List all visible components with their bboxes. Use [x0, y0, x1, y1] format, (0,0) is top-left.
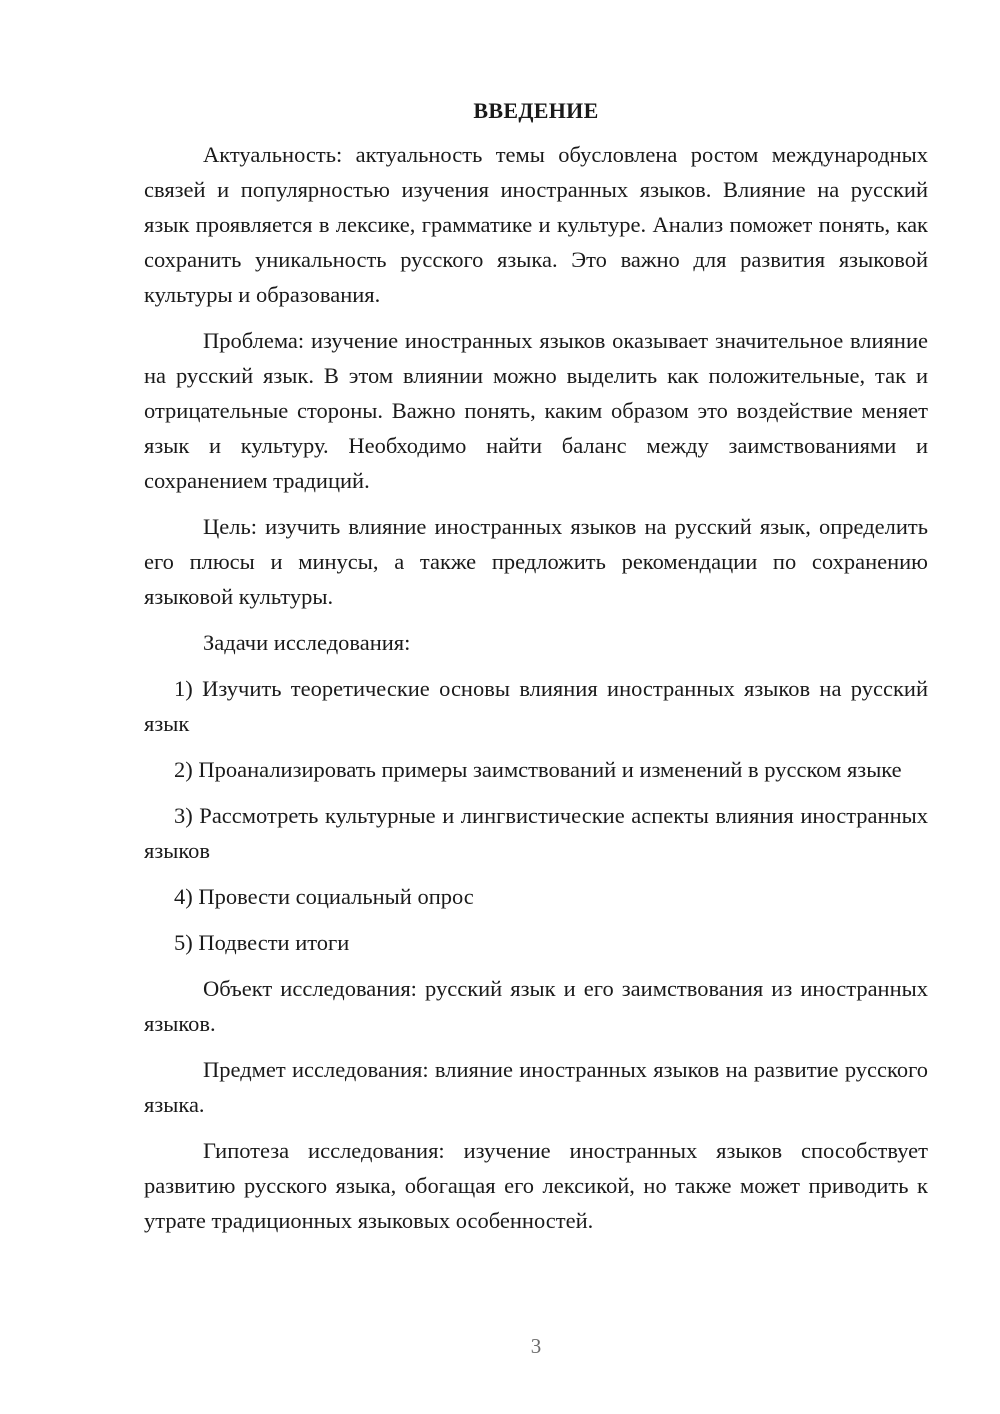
task-item-4: 4) Провести социальный опрос	[174, 884, 474, 909]
page-number: 3	[530, 1334, 542, 1358]
task-item-5: 5) Подвести итоги	[174, 930, 350, 955]
subject-paragraph: Предмет исследования: влияние иностранных языков на развитие русского языка.	[144, 1057, 928, 1117]
task-item-3: 3) Рассмотреть культурные и лингвистические аспекты влияния иностранных языков	[144, 803, 928, 863]
task-item-1: 1) Изучить теоретические основы влияния иностранных языков на русский язык	[144, 676, 928, 736]
goal-paragraph: Цель: изучить влияние иностранных языков на русский язык, определить его плюсы и минусы, а также предложить рекомендации по сохранению языковой культуры.	[144, 514, 928, 609]
task-item-2: 2) Проанализировать примеры заимствований и изменений в русском языке	[174, 757, 902, 782]
relevance-paragraph: Актуальность: актуальность темы обусловлена ростом международных связей и популярностью изучения иностранных языков. Влияние на русский язык проявляется в лексике, грамматике и культуре. Анализ поможет понять, как сохранить уникальность русского языка. Это важно для развития языковой культуры и образования.	[144, 142, 928, 307]
section-heading: ВВЕДЕНИЕ	[473, 98, 599, 123]
tasks-intro: Задачи исследования:	[203, 630, 411, 655]
page-content	[144, 96, 928, 1249]
hypothesis-paragraph: Гипотеза исследования: изучение иностранных языков способствует развитию русского языка, обогащая его лексикой, но также может приводить к утрате традиционных языковых особенностей.	[144, 1138, 928, 1233]
problem-paragraph: Проблема: изучение иностранных языков оказывает значительное влияние на русский язык. В этом влиянии можно выделить как положительные, так и отрицательные стороны. Важно понять, каким образом это воздействие меняет язык и культуру. Необходимо найти баланс между заимствованиями и сохранением традиций.	[144, 328, 928, 493]
object-paragraph: Объект исследования: русский язык и его заимствования из иностранных языков.	[144, 976, 928, 1036]
